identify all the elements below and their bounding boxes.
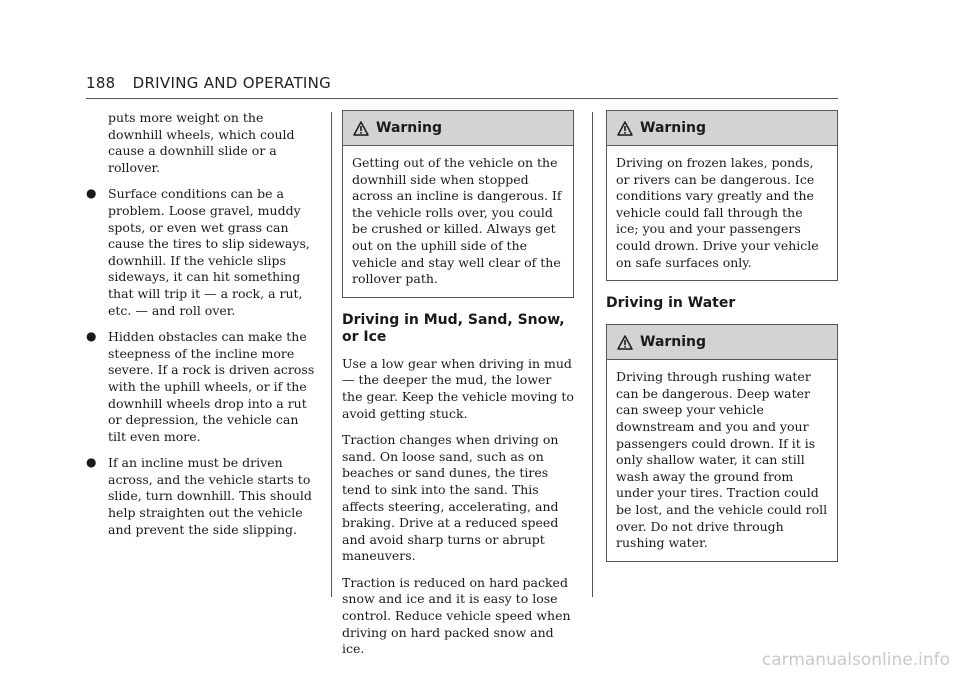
bullet-item — [86, 329, 318, 445]
bullet-item — [86, 186, 318, 319]
column-divider-2 — [592, 112, 593, 597]
bullet-text: If an incline must be driven across, and the vehicle starts to slide, turn downhill. This should help straighten out the vehicle and prevent the side slipping. — [108, 455, 312, 537]
warning-title: Warning — [640, 120, 707, 136]
page-number: 188 — [86, 74, 116, 92]
bullet-icon: ● — [86, 455, 97, 470]
warning-triangle-icon — [353, 121, 369, 136]
warning-title: Warning — [640, 334, 707, 351]
warning-box — [606, 110, 838, 281]
warning-text: Driving on frozen lakes, ponds, or rivers can be dangerous. Ice conditions vary greatly and the vehicle could fall through the ice; you and your passengers could drown. Drive your vehicle on safe surfaces only. — [616, 155, 819, 270]
section-heading: Driving in Mud, Sand, Snow, or Ice — [342, 311, 565, 345]
warning-body — [607, 360, 837, 561]
bullet-icon: ● — [86, 329, 97, 344]
bullet-text: Surface conditions can be a problem. Loose gravel, muddy spots, or even wet grass can cause the tires to slip sideways, downhill. If the vehicle slips sideways, it can hit something that will trip it — a rock, a rut, etc. — and roll over. — [108, 186, 310, 318]
column-2 — [342, 110, 574, 668]
warning-header — [607, 325, 837, 360]
section-heading: Driving in Water — [606, 295, 736, 312]
watermark: carmanualsonline.info — [761, 650, 950, 670]
column-3 — [606, 110, 838, 576]
column-1 — [86, 110, 318, 548]
warning-title: Warning — [376, 120, 443, 136]
page-header — [86, 74, 838, 99]
warning-body — [607, 146, 837, 280]
bullet-item — [86, 455, 318, 538]
warning-triangle-icon — [617, 335, 633, 350]
warning-text: Driving through rushing water can be dangerous. Deep water can sweep your vehicle downstream and you and your passengers could drown. If it is only shallow water, it can still wash away the ground from under your tires. Traction could be lost, and the vehicle could roll over. Do not drive through rushing water. — [616, 369, 828, 551]
warning-triangle-icon — [617, 121, 633, 136]
paragraph: Use a low gear when driving in mud — the deeper the mud, the lower the gear. Keep the vehicle moving to avoid getting stuck. — [342, 355, 574, 421]
paragraph: Traction is reduced on hard packed snow and ice and it is easy to lose control. Reduce vehicle speed when driving on hard packed snow and ice. — [342, 574, 571, 657]
paragraph: Traction changes when driving on sand. On loose sand, such as on beaches or sand dunes, the tires tend to sink into the sand. This affects steering, accelerating, and braking. Drive at a reduced speed and avoid sharp turns or abrupt maneuvers. — [342, 432, 559, 564]
bullet-text: Hidden obstacles can make the steepness of the incline more severe. If a rock is driven across with the uphill wheels, or if the downhill wheels drop into a rut or depression, the vehicle can tilt even more. — [108, 329, 315, 444]
warning-header — [607, 111, 837, 146]
warning-header — [343, 111, 573, 146]
column-divider-1 — [331, 112, 332, 597]
warning-box — [342, 110, 574, 298]
warning-text: Getting out of the vehicle on the downhill side when stopped across an incline is dangerous. If the vehicle rolls over, you could be crushed or killed. Always get out on the uphill side of the vehicle and stay well clear of the rollover path. — [352, 155, 562, 287]
warning-box — [606, 324, 838, 562]
warning-body — [343, 146, 573, 297]
bullet-icon: ● — [86, 186, 97, 201]
section-title: DRIVING AND OPERATING — [132, 74, 332, 92]
continuation-text: puts more weight on the downhill wheels, which could cause a downhill slide or a rollover. — [108, 110, 295, 175]
